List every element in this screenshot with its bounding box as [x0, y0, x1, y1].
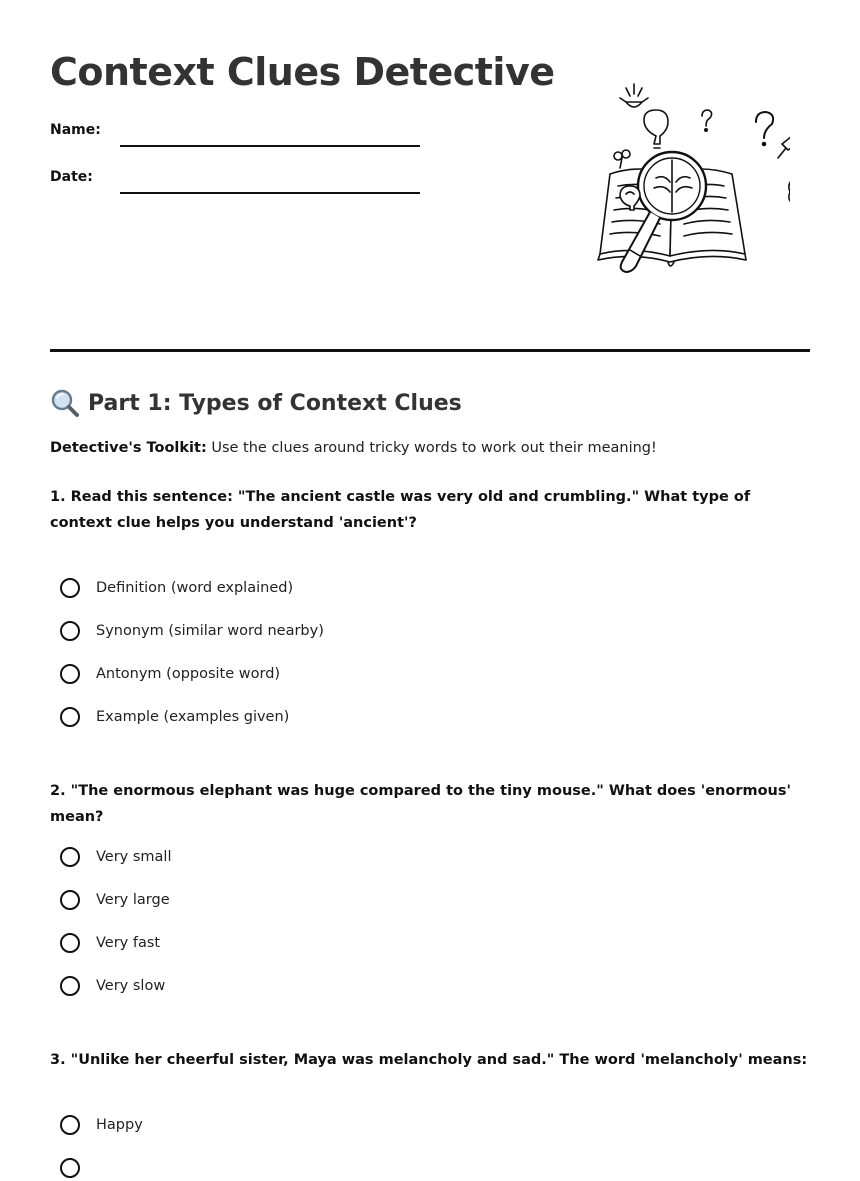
toolkit-text: Use the clues around tricky words to work out their meaning!	[206, 440, 657, 456]
option-label: Very fast	[96, 935, 161, 951]
date-field[interactable]	[50, 169, 420, 199]
question-1: 1. Read this sentence: "The ancient castle was very old and crumbling." What type of context clue helps you understand 'ancient'?	[50, 489, 751, 531]
q1-option-2[interactable]	[60, 618, 324, 644]
radio-button[interactable]	[60, 707, 80, 727]
q3-option-1[interactable]	[60, 1112, 143, 1138]
question-2: 2. "The enormous elephant was huge compared to the tiny mouse." What does 'enormous' mean?	[50, 783, 791, 825]
part1-title	[50, 388, 462, 418]
option-label: Very slow	[96, 978, 166, 994]
magnifying-glass-icon	[50, 388, 80, 418]
q2-option-1[interactable]	[60, 844, 172, 870]
part1-title-text: Part 1: Types of Context Clues	[88, 390, 462, 416]
question-mark-small-icon	[702, 110, 712, 131]
name-label: Name:	[50, 122, 101, 138]
option-label: Happy	[96, 1117, 143, 1133]
q1-option-4[interactable]	[60, 704, 289, 730]
radio-button[interactable]	[60, 1115, 80, 1135]
book-magnifier-illustration	[560, 78, 790, 278]
option-label: Very small	[96, 849, 172, 865]
radio-button[interactable]	[60, 890, 80, 910]
q1-option-3[interactable]	[60, 661, 280, 687]
toolkit-label: Detective's Toolkit:	[50, 440, 207, 456]
radio-button[interactable]	[60, 933, 80, 953]
q2-option-2[interactable]	[60, 887, 170, 913]
name-line[interactable]	[120, 145, 420, 147]
lightbulb-icon	[620, 84, 668, 148]
radio-button[interactable]	[60, 664, 80, 684]
page-title: Context Clues Detective	[50, 50, 555, 94]
q2-option-4[interactable]	[60, 973, 165, 999]
q3-option-2[interactable]	[60, 1155, 96, 1181]
date-line[interactable]	[120, 192, 420, 194]
option-label: Synonym (similar word nearby)	[96, 623, 324, 639]
option-label: Definition (word explained)	[96, 580, 294, 596]
pin-icon	[778, 136, 790, 158]
date-label: Date:	[50, 169, 93, 185]
radio-button[interactable]	[60, 578, 80, 598]
question-3: 3. "Unlike her cheerful sister, Maya was melancholy and sad." The word 'melancholy' means:	[50, 1052, 808, 1068]
radio-button[interactable]	[60, 847, 80, 867]
toolkit-instructions	[50, 440, 657, 456]
radio-button[interactable]	[60, 621, 80, 641]
option-label: Example (examples given)	[96, 709, 290, 725]
option-label: Antonym (opposite word)	[96, 666, 281, 682]
question-mark-icon	[756, 112, 790, 146]
option-label: Very large	[96, 892, 170, 908]
header-divider	[50, 349, 810, 352]
name-field[interactable]	[50, 122, 420, 152]
q1-option-1[interactable]	[60, 575, 293, 601]
radio-button[interactable]	[60, 976, 80, 996]
radio-button[interactable]	[60, 1158, 80, 1178]
cloud-doodle-icon	[789, 175, 790, 209]
q2-option-3[interactable]	[60, 930, 160, 956]
flower-doodle-icon	[614, 150, 630, 168]
